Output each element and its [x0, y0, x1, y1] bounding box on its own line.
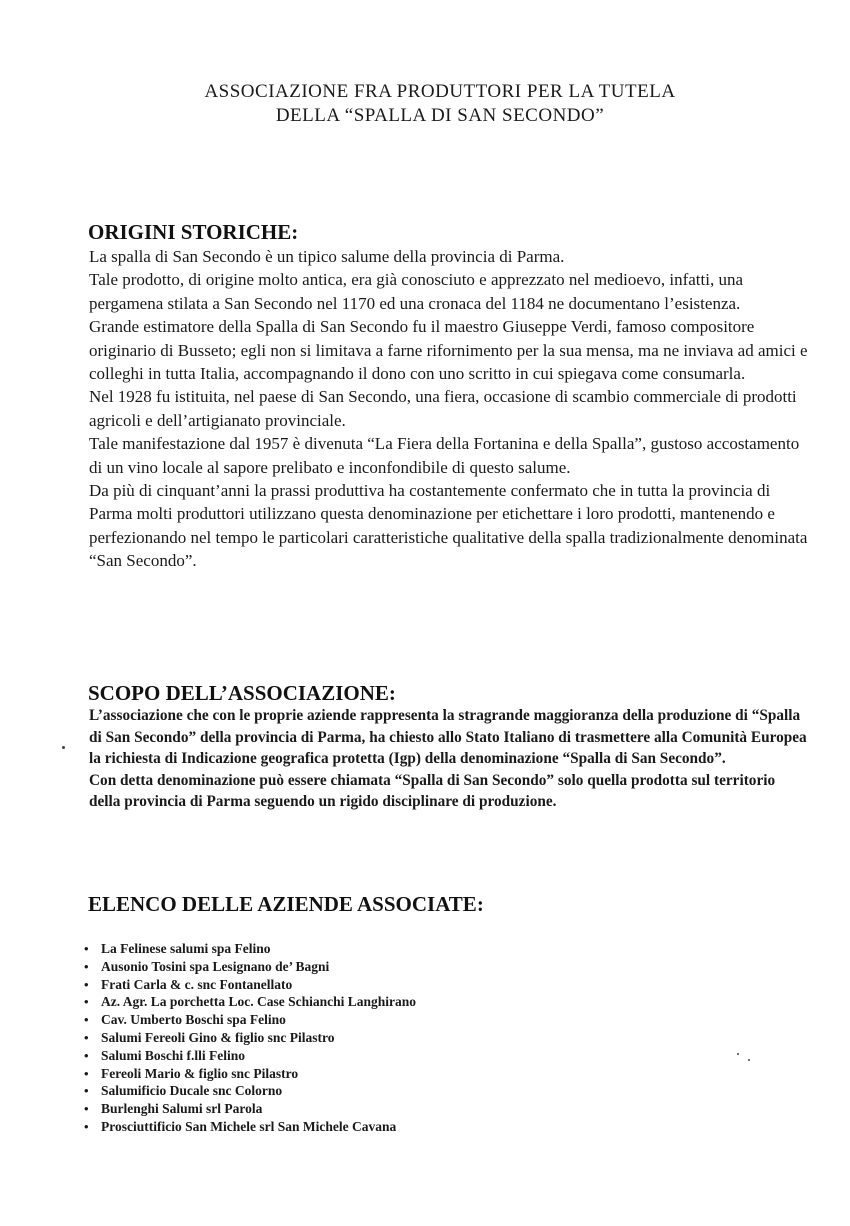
list-item: [84, 1029, 416, 1047]
bullet-icon: •: [84, 1029, 89, 1045]
heading-origini-storiche: ORIGINI STORICHE:: [88, 220, 299, 244]
scan-speck: [62, 746, 65, 749]
scan-speck: [737, 1053, 739, 1055]
origini-paragraph: Da più di cinquant’anni la prassi produttiva ha costantemente confermato che in tutta la provincia di Parma molti produttori utilizzano questa denominazione per etichettare i loro prodotti, mantenendo e perfezionando nel tempo le particolari caratteristiche qualitative della spalla tradizionalmente denominata “San Secondo”.: [89, 481, 808, 571]
bullet-icon: •: [84, 1083, 89, 1099]
bullet-icon: •: [84, 1101, 89, 1117]
origini-paragraph: Grande estimatore della Spalla di San Secondo fu il maestro Giuseppe Verdi, famoso compositore originario di Busseto; egli non si limitava a farne rifornimento per la sua mensa, ma ne inviava ad amici e colleghi in tutta Italia, accompagnando il dono con uno scritto in cui spiegava come consumarla.: [89, 317, 808, 384]
bullet-icon: •: [84, 976, 89, 992]
azienda-name: Az. Agr. La porchetta Loc. Case Schianchi Langhirano: [101, 994, 417, 1010]
azienda-name: Cav. Umberto Boschi spa Felino: [101, 1012, 286, 1028]
list-item: [84, 1065, 416, 1083]
document-title: [0, 80, 850, 128]
list-item: [84, 993, 416, 1011]
title-line-2: DELLA “SPALLA DI SAN SECONDO”: [275, 105, 605, 126]
aziende-list: [84, 940, 416, 1136]
list-item: [84, 1011, 416, 1029]
section-origini-storiche: [89, 245, 809, 573]
scopo-paragraph: Con detta denominazione può essere chiamata “Spalla di San Secondo” solo quella prodotta sul territorio della provincia di Parma seguendo un rigido disciplinare di produzione.: [89, 771, 776, 811]
bullet-icon: •: [84, 1012, 89, 1028]
azienda-name: Salumi Fereoli Gino & figlio snc Pilastro: [101, 1029, 335, 1045]
list-item: [84, 940, 416, 958]
origini-paragraph: Tale prodotto, di origine molto antica, era già conosciuto e apprezzato nel medioevo, infatti, una pergamena stilata a San Secondo nel 1170 ed una cronaca del 1184 ne documentano l’esistenza.: [89, 270, 744, 313]
heading-elenco-aziende: ELENCO DELLE AZIENDE ASSOCIATE:: [88, 892, 484, 916]
heading-scopo-associazione: SCOPO DELL’ASSOCIAZIONE:: [88, 681, 396, 705]
bullet-icon: •: [84, 958, 89, 974]
bullet-icon: •: [84, 1047, 89, 1063]
origini-paragraph: Nel 1928 fu istituita, nel paese di San Secondo, una fiera, occasione di scambio commerciale di prodotti agricoli e dell’artigianato provinciale.: [89, 387, 797, 430]
section-scopo-associazione: [89, 705, 809, 813]
scan-speck: [748, 1059, 750, 1061]
azienda-name: Frati Carla & c. snc Fontanellato: [101, 976, 293, 992]
title-line-1: ASSOCIAZIONE FRA PRODUTTORI PER LA TUTELA: [204, 81, 676, 102]
list-item: [84, 976, 416, 994]
azienda-name: Ausonio Tosini spa Lesignano de’ Bagni: [101, 958, 330, 974]
bullet-icon: •: [84, 1065, 89, 1081]
list-item: [84, 1082, 416, 1100]
list-item: [84, 1118, 416, 1136]
azienda-name: Burlenghi Salumi srl Parola: [101, 1101, 263, 1117]
bullet-icon: •: [84, 994, 89, 1010]
azienda-name: Salumificio Ducale snc Colorno: [101, 1083, 283, 1099]
scopo-paragraph: L’associazione che con le proprie aziende rappresenta la stragrande maggioranza della produzione di “Spalla di San Secondo” della provincia di Parma, ha chiesto allo Stato Italiano di trasmettere alla Comunità Europea la richiesta di Indicazione geografica protetta (Igp) della denominazione “Spalla di San Secondo”.: [89, 707, 807, 768]
list-item: [84, 958, 416, 976]
azienda-name: Fereoli Mario & figlio snc Pilastro: [101, 1065, 299, 1081]
azienda-name: La Felinese salumi spa Felino: [101, 941, 271, 956]
origini-paragraph: Tale manifestazione dal 1957 è divenuta “La Fiera della Fortanina e della Spalla”, gustoso accostamento di un vino locale al sapore prelibato e inconfondibile di questo salume.: [89, 434, 800, 477]
list-item: [84, 1100, 416, 1118]
azienda-name: Salumi Boschi f.lli Felino: [101, 1047, 246, 1063]
origini-paragraph: La spalla di San Secondo è un tipico salume della provincia di Parma.: [89, 247, 565, 266]
list-item: [84, 1047, 416, 1065]
bullet-icon: •: [84, 1118, 89, 1134]
azienda-name: Prosciuttificio San Michele srl San Michele Cavana: [101, 1118, 397, 1134]
bullet-icon: •: [84, 941, 89, 956]
